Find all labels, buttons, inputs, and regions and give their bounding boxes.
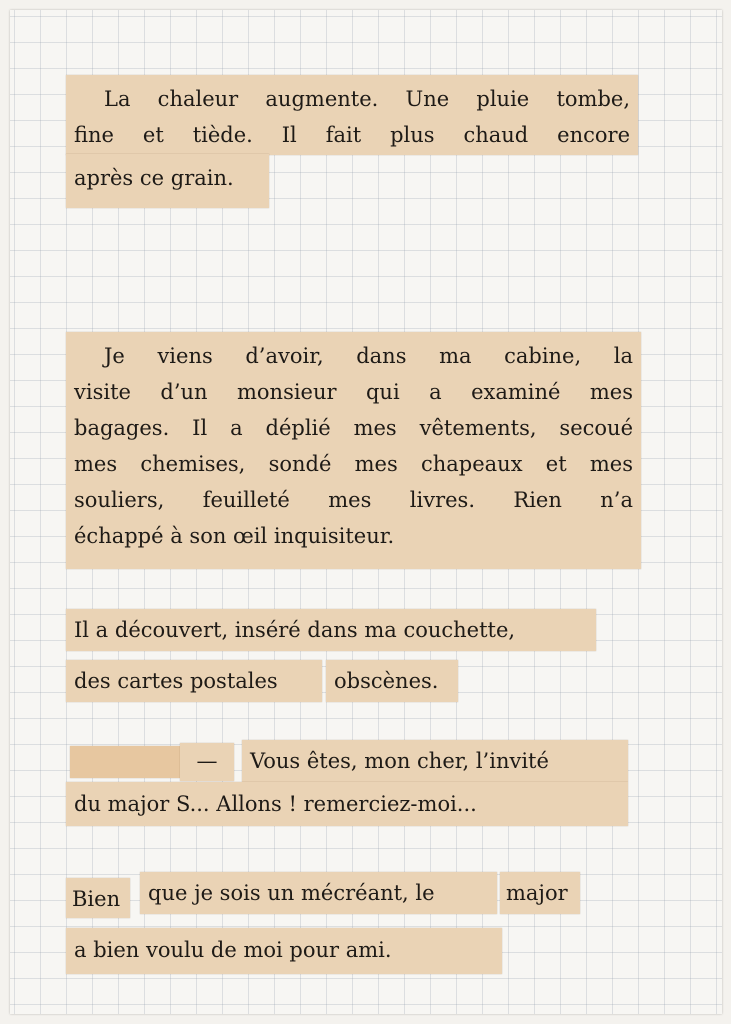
- clipping-paragraph-4-line-1: [242, 740, 628, 782]
- grid-paper-page: [10, 10, 722, 1014]
- text-line: du major S... Allons ! remerciez-moi...: [74, 792, 477, 816]
- text-line: Je viens d’avoir, dans ma cabine, la: [104, 344, 633, 368]
- clipping-paragraph-3-line-2a: [66, 660, 322, 702]
- text-word: Bien: [72, 887, 121, 911]
- dash-glyph: —: [196, 749, 218, 773]
- clipping-dash: [180, 743, 234, 781]
- clipping-paragraph-3-line-1: [66, 609, 596, 651]
- text-line: échappé à son œil inquisiteur.: [74, 524, 395, 548]
- blank-clipping: [70, 746, 180, 778]
- clipping-word-bien: [66, 878, 130, 918]
- text-line: des cartes postales: [74, 669, 278, 693]
- text-line: que je sois un mécréant, le: [148, 881, 435, 905]
- text-line: La chaleur augmente. Une pluie tombe,: [104, 87, 630, 111]
- clipping-word-major: [500, 872, 580, 914]
- text-line: obscènes.: [334, 669, 439, 693]
- clipping-paragraph-1-line-3: [66, 154, 269, 208]
- clipping-paragraph-4-line-2: [66, 782, 628, 826]
- clipping-paragraph-2: [66, 332, 641, 569]
- text-line: fine et tiède. Il fait plus chaud encore: [74, 123, 630, 147]
- text-line: après ce grain.: [74, 166, 234, 190]
- text-line: mes chemises, sondé mes chapeaux et mes: [74, 452, 633, 476]
- clipping-paragraph-1-lines-1-2: [66, 75, 638, 155]
- clipping-paragraph-3-line-2b: [326, 660, 458, 702]
- clipping-paragraph-5-line-1: [140, 872, 497, 914]
- text-line: Il a découvert, inséré dans ma couchette,: [74, 618, 516, 642]
- clipping-paragraph-5-line-2: [66, 928, 502, 974]
- text-line: Vous êtes, mon cher, l’invité: [250, 749, 549, 773]
- text-line: bagages. Il a déplié mes vêtements, secoué: [74, 416, 633, 440]
- text-word: major: [506, 881, 568, 905]
- text-line: a bien voulu de moi pour ami.: [74, 938, 392, 962]
- text-line: souliers, feuilleté mes livres. Rien n’a: [74, 488, 633, 512]
- text-line: visite d’un monsieur qui a examiné mes: [74, 380, 633, 404]
